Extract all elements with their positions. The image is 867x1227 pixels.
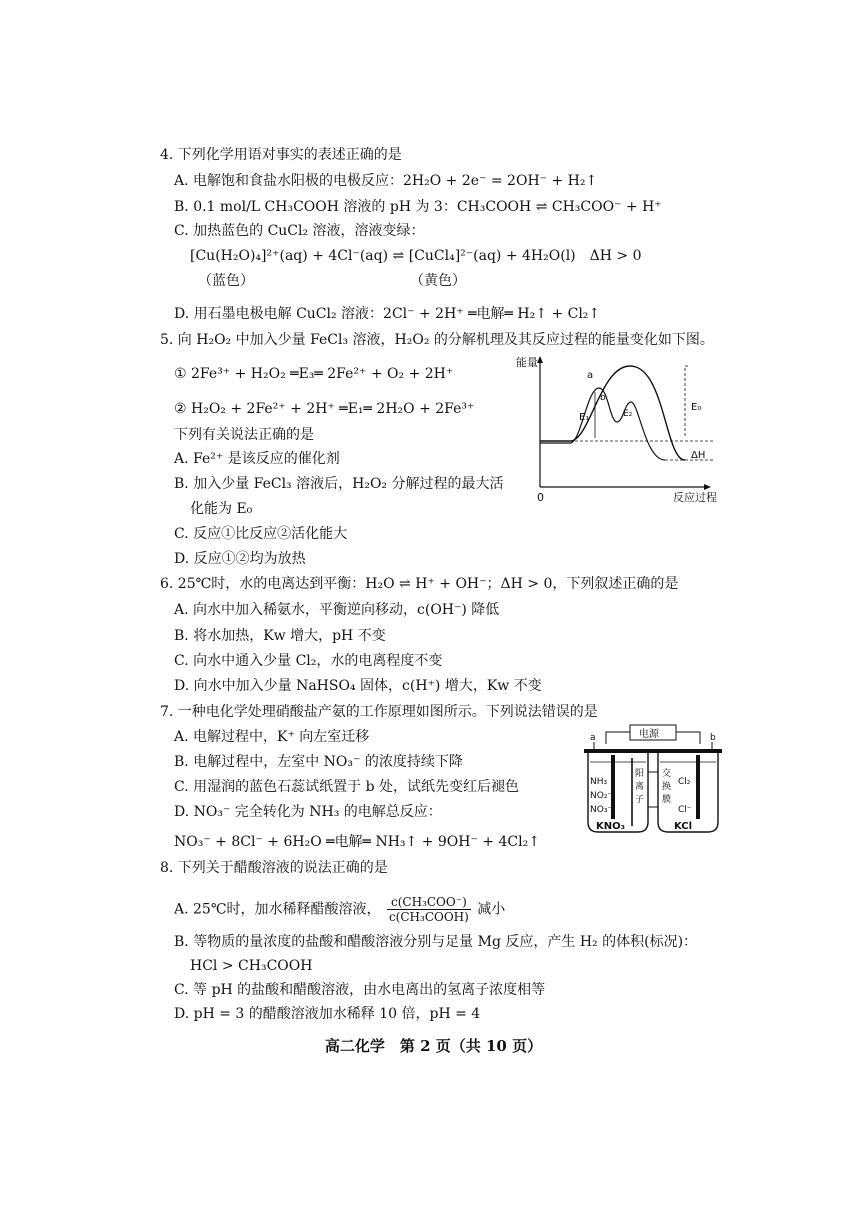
membrane-label-1b: 离 [635, 782, 645, 792]
q8-option-a-text: A. 25℃时，加水稀释醋酸溶液， [174, 901, 381, 918]
curve-a-label: a [587, 370, 594, 381]
q5-option-d: D. 反应①②均为放热 [174, 551, 306, 567]
species-nh3: NH₃ [590, 777, 608, 787]
species-no3: NO₃⁻ [590, 805, 613, 815]
q7-option-c: C. 用湿润的蓝色石蕊试纸置于 b 处，试纸先变红后褪色 [174, 779, 519, 795]
q8-stem: 8. 下列关于醋酸溶液的说法正确的是 [160, 860, 388, 876]
q8-option-d: D. pH = 3 的醋酸溶液加水稀释 10 倍，pH = 4 [174, 1006, 481, 1022]
delta-h-label: ΔH [691, 450, 706, 461]
q5-option-c: C. 反应①比反应②活化能大 [174, 526, 348, 542]
q8-option-a-tail: 减小 [477, 901, 506, 918]
origin-label: 0 [537, 491, 544, 504]
q6-option-c: C. 向水中通入少量 Cl₂，水的电离程度不变 [174, 653, 443, 669]
right-solution-label: KCl [674, 821, 693, 832]
q4-note-blue: （蓝色） [198, 273, 254, 289]
q8-option-a [174, 895, 505, 924]
membrane-label-2b: 换 [662, 782, 672, 792]
e0-label: E₀ [691, 402, 702, 413]
q4-option-b: B. 0.1 mol/L CH₃COOH 溶液的 pH 为 3：CH₃COOH ⇌ CH₃COO⁻ + H⁺ [174, 199, 662, 215]
species-no2: NO₂⁻ [590, 791, 613, 801]
q4-stem: 4. 下列化学用语对事实的表述正确的是 [160, 147, 402, 163]
q6-option-d: D. 向水中加入少量 NaHSO₄ 固体，c(H⁺) 增大，Kw 不变 [174, 678, 542, 694]
q5-reaction-1: ① 2Fe³⁺ + H₂O₂ ═E₃═ 2Fe²⁺ + O₂ + 2H⁺ [174, 366, 454, 382]
q8-fraction-denominator: c(CH₃COOH) [388, 910, 469, 924]
left-solution-label: KNO₃ [596, 821, 625, 832]
q4-option-c: C. 加热蓝色的 CuCl₂ 溶液，溶液变绿： [174, 223, 425, 239]
membrane-label-2a: 交 [662, 769, 672, 779]
x-axis-label: 反应过程 [673, 491, 717, 504]
q4-option-d: D. 用石墨电极电解 CuCl₂ 溶液：2Cl⁻ + 2H⁺ ═电解═ H₂↑ + Cl₂↑ [174, 306, 601, 322]
power-source-label: 电源 [639, 729, 659, 740]
q7-option-a: A. 电解过程中，K⁺ 向左室迁移 [174, 729, 370, 745]
outlet-a-label: a [590, 733, 596, 743]
e2-label: E₂ [623, 409, 633, 419]
q8-option-b-line2: HCl > CH₃COOH [190, 958, 313, 974]
q5-option-b-line1: B. 加入少量 FeCl₃ 溶液后，H₂O₂ 分解过程的最大活 [174, 476, 504, 492]
q5-reaction-2: ② H₂O₂ + 2Fe²⁺ + 2H⁺ ═E₁═ 2H₂O + 2Fe³⁺ [174, 401, 475, 417]
q6-option-a: A. 向水中加入稀氨水，平衡逆向移动，c(OH⁻) 降低 [174, 602, 500, 618]
q7-stem: 7. 一种电化学处理硝酸盐产氨的工作原理如图所示。下列说法错误的是 [160, 704, 598, 720]
q4-note-yellow: （黄色） [410, 273, 466, 289]
q6-option-b: B. 将水加热，Kw 增大，pH 不变 [174, 628, 386, 644]
q5-option-a: A. Fe²⁺ 是该反应的催化剂 [174, 451, 340, 467]
q7-option-b: B. 电解过程中，左室中 NO₃⁻ 的浓度持续下降 [174, 754, 463, 770]
q8-option-b-line1: B. 等物质的量浓度的盐酸和醋酸溶液分别与足量 Mg 反应，产生 H₂ 的体积(标况)： [174, 934, 698, 950]
y-axis-label: 能量 [516, 356, 538, 369]
q4-option-c-equation: [Cu(H₂O)₄]²⁺(aq) + 4Cl⁻(aq) ⇌ [CuCl₄]²⁻(aq) + 4H₂O(l) ΔH > 0 [190, 248, 642, 264]
q8-option-c: C. 等 pH 的盐酸和醋酸溶液，由水电离出的氢离子浓度相等 [174, 982, 546, 998]
membrane-label-1a: 阳 [635, 769, 645, 779]
curve-b-label: b [600, 393, 606, 403]
membrane-label-1c: 子 [635, 795, 645, 805]
q7-option-d-equation: NO₃⁻ + 8Cl⁻ + 6H₂O ═电解═ NH₃↑ + 9OH⁻ + 4Cl₂↑ [174, 834, 540, 850]
q8-fraction-numerator: c(CH₃COO⁻) [387, 895, 471, 910]
q5-stem: 5. 向 H₂O₂ 中加入少量 FeCl₃ 溶液，H₂O₂ 的分解机理及其反应过程的能量变化如下图。 [160, 332, 714, 348]
e1-label: E₁ [579, 412, 590, 423]
membrane-label-2c: 膜 [662, 795, 672, 805]
q4-option-a: A. 电解饱和食盐水阳极的电极反应：2H₂O + 2e⁻ = 2OH⁻ + H₂↑ [174, 173, 598, 189]
species-cl-ion: Cl⁻ [678, 805, 692, 815]
q8-fraction [387, 895, 471, 924]
energy-profile-diagram [515, 352, 725, 504]
q5-option-b-line2: 化能为 E₀ [190, 501, 253, 517]
q6-stem: 6. 25℃时，水的电离达到平衡：H₂O ⇌ H⁺ + OH⁻；ΔH > 0，下列叙述正确的是 [160, 576, 679, 592]
species-cl2: Cl₂ [678, 777, 691, 787]
q5-prompt: 下列有关说法正确的是 [174, 427, 314, 443]
outlet-b-label: b [710, 733, 716, 743]
electrolysis-cell-diagram [578, 722, 728, 840]
q7-option-d: D. NO₃⁻ 完全转化为 NH₃ 的电解总反应： [174, 804, 442, 820]
page-footer: 高二化学 第 2 页（共 10 页） [324, 1037, 543, 1055]
